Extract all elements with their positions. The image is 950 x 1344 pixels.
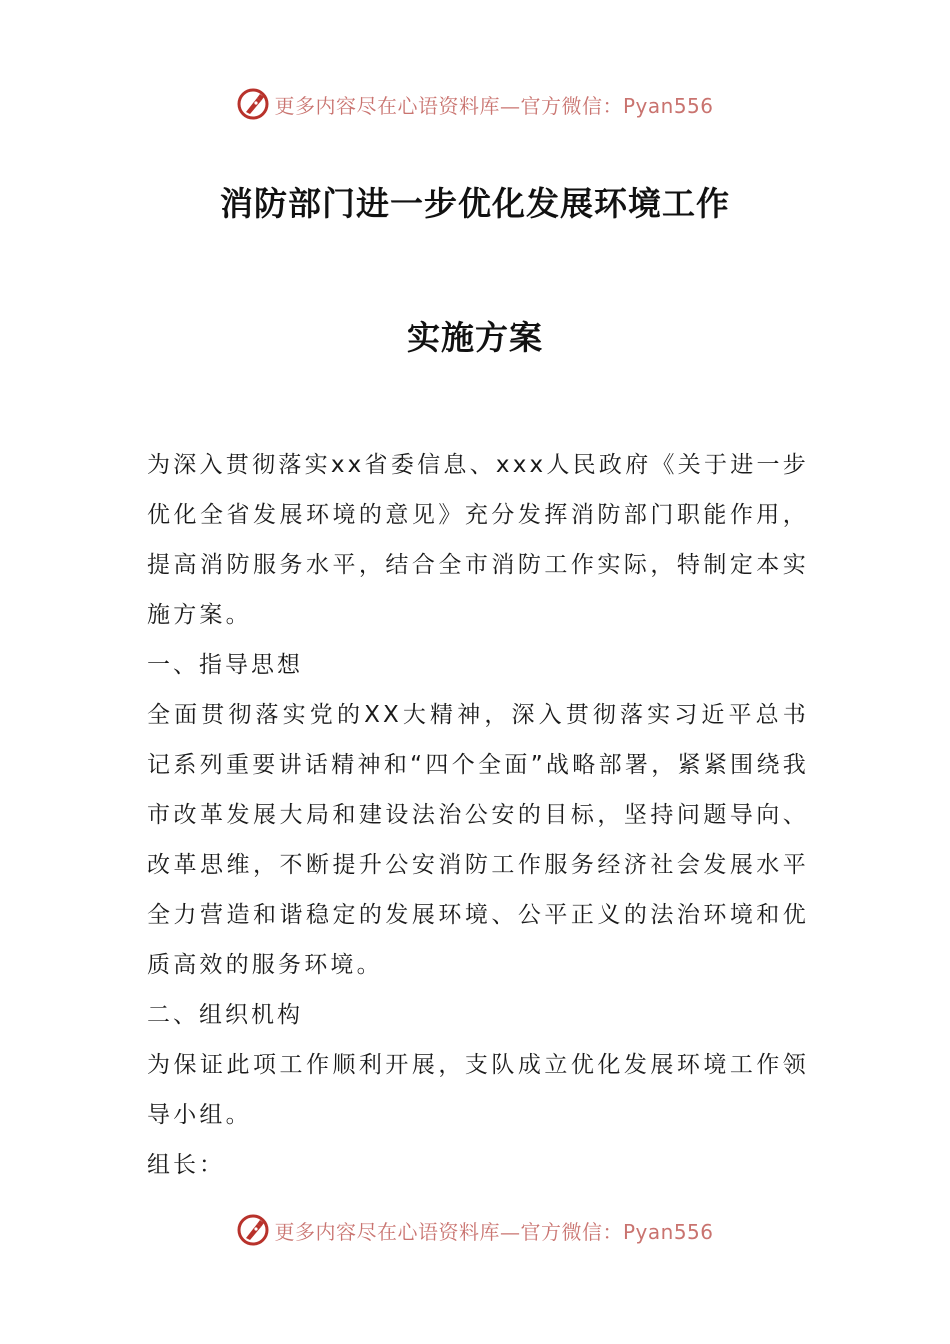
group-leader-label: 组长： — [147, 1152, 225, 1178]
section2-heading: 二、组织机构 — [147, 1002, 303, 1028]
section1-paragraph: 全面贯彻落实党的XX大精神，深入贯彻落实习近平总书记系列重要讲话精神和“四个全面”战略部署，紧紧围绕我市改革发展大局和建设法治公安的目标，坚持问题导向、改革思维，不断提升公安消防工作服务经济社会发展水平全力营造和谐稳定的发展环境、公平正义的法治环境和优质高效的服务环境。 — [147, 702, 809, 978]
document-title-line2: 实施方案 — [407, 318, 543, 357]
wechat-id: Pyan556 — [622, 93, 714, 118]
watermark-text: 更多内容尽在心语资料库—官方微信：Pyan556 — [274, 93, 714, 118]
watermark-text: 更多内容尽在心语资料库—官方微信：Pyan556 — [274, 1219, 714, 1244]
header-watermark — [0, 84, 950, 124]
footer-watermark — [0, 1210, 950, 1250]
pen-nib-circle-icon — [236, 87, 270, 121]
wechat-id: Pyan556 — [622, 1219, 714, 1244]
section1-heading: 一、指导思想 — [147, 652, 303, 678]
section2-paragraph: 为保证此项工作顺利开展，支队成立优化发展环境工作领导小组。 — [147, 1052, 809, 1128]
intro-paragraph: 为深入贯彻落实xx省委信息、xxx人民政府《关于进一步优化全省发展环境的意见》充分发挥消防部门职能作用，提高消防服务水平，结合全市消防工作实际，特制定本实施方案。 — [147, 452, 809, 628]
pen-nib-circle-icon — [236, 1213, 270, 1247]
document-title-line1: 消防部门进一步优化发展环境工作 — [220, 184, 730, 223]
document-body — [147, 440, 809, 1190]
